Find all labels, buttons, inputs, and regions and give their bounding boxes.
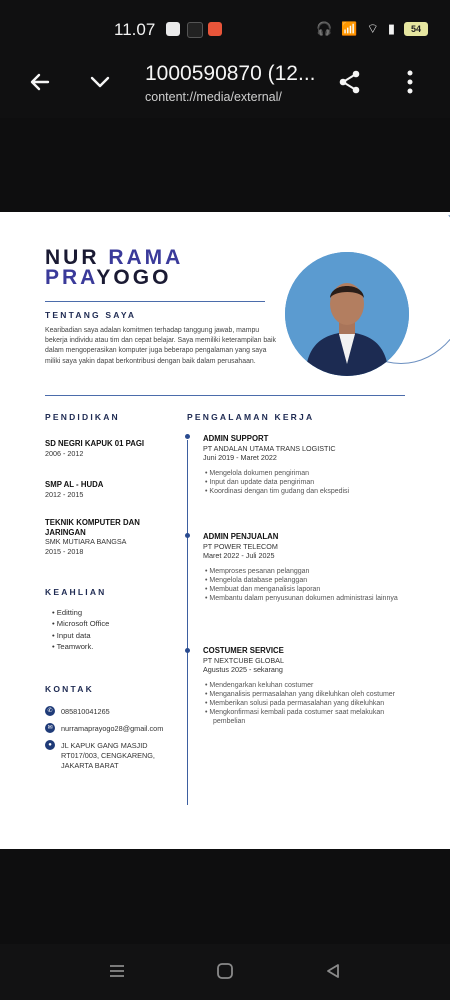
education-item: TEKNIK KOMPUTER DAN JARINGAN SMK MUTIARA BANGSA 2015 - 2018	[45, 518, 140, 556]
skill-item: • Editting	[52, 607, 109, 618]
name-line-1: NUR RAMA	[45, 246, 184, 269]
chevron-down-icon[interactable]	[88, 70, 112, 94]
headset-icon: 🎧	[316, 21, 333, 36]
shopee-icon	[208, 22, 222, 36]
location-pin-icon: ●	[45, 740, 55, 750]
recent-apps-icon[interactable]	[108, 962, 126, 980]
mail-icon: ✉	[45, 723, 55, 733]
status-right-icons	[316, 21, 428, 37]
skill-item: • Teamwork.	[52, 641, 109, 652]
phone-icon: ✆	[45, 706, 55, 716]
wifi-icon: ⌔	[366, 21, 379, 36]
skills-list	[52, 607, 109, 653]
contact-title: KONTAK	[45, 684, 94, 694]
contact-address: ● JL KAPUK GANG MASJID RT017/003, CENGKARENG, JAKARTA BARAT	[45, 741, 170, 771]
app-bar	[0, 58, 450, 118]
file-uri: content://media/external/	[145, 90, 282, 104]
experience-item: COSTUMER SERVICE PT NEXTCUBE GLOBAL Agustus 2025 - sekarang • Mendengarkan keluhan costumer • Menganalisis permasalahan yang dikeluhkan oleh costumer • Memberikan solusi pada permasalahan yang dikeluhkan • Mengkonfirmasi kembali pada costumer saat melakukan pembelian	[203, 646, 403, 726]
experience-item: ADMIN PENJUALAN PT POWER TELECOM Maret 2022 - Juli 2025 • Memproses pesanan pelanggan • Mengelola database pelanggan • Membuat dan menganalisis laporan • Membantu dalam penyusunan dokumen administrasi lainnya	[203, 532, 403, 603]
home-icon[interactable]	[216, 962, 234, 980]
timeline-dot	[185, 434, 190, 439]
experience-timeline	[187, 440, 188, 805]
document-image[interactable]	[0, 212, 450, 849]
signal-icon: ▮	[387, 21, 395, 36]
skills-title: KEAHLIAN	[45, 587, 107, 597]
notification-app-icon	[166, 22, 180, 36]
file-title: 1000590870 (12...	[145, 62, 316, 85]
skill-item: • Microsoft Office	[52, 618, 109, 629]
about-text: Kearibadian saya adalan komitmen terhadap tanggung jawab, mampu bekerja individu atau tim dan cepat belajar. Saya memiliki keterampilan baik dalam mengoperasikan komputer juga beberapo pengalaman yang saya miliki saya yakin dapat berkontribusi dengan baik dalam perusahaan.	[45, 327, 276, 365]
share-icon[interactable]	[338, 69, 362, 95]
viewer-background-top	[0, 118, 450, 212]
battery-icon: 54	[404, 22, 428, 36]
status-bar	[0, 0, 450, 58]
experience-item: ADMIN SUPPORT PT ANDALAN UTAMA TRANS LOGISTIC Juni 2019 - Maret 2022 • Mengelola dokumen pengiriman • Input dan update data pengiriman • Koordinasi dengan tim gudang dan ekspedisi	[203, 434, 403, 496]
timeline-dot	[185, 533, 190, 538]
back-nav-icon[interactable]	[324, 962, 342, 980]
contact-phone: ✆ 085810041265	[45, 707, 110, 717]
volte-icon: 📶	[341, 21, 358, 36]
tiktok-icon	[187, 22, 203, 38]
education-item: SD NEGRI KAPUK 01 PAGI 2006 - 2012	[45, 439, 145, 458]
back-arrow-icon[interactable]	[28, 70, 52, 94]
status-time: 11.07	[114, 20, 156, 39]
system-nav-bar	[0, 944, 450, 1000]
divider-main	[45, 395, 405, 396]
skill-item: • Input data	[52, 630, 109, 641]
name-line-2: PRAYOGO	[45, 266, 172, 289]
timeline-dot	[185, 648, 190, 653]
profile-photo	[285, 252, 409, 376]
education-title: PENDIDIKAN	[45, 412, 120, 422]
experience-title: PENGALAMAN KERJA	[187, 412, 315, 422]
education-item: SMP AL - HUDA 2012 - 2015	[45, 480, 104, 499]
more-options-icon[interactable]	[402, 69, 418, 95]
divider-top	[45, 301, 265, 302]
about-title: TENTANG SAYA	[45, 310, 137, 320]
contact-email: ✉ nurramaprayogo28@gmail.com	[45, 724, 163, 734]
